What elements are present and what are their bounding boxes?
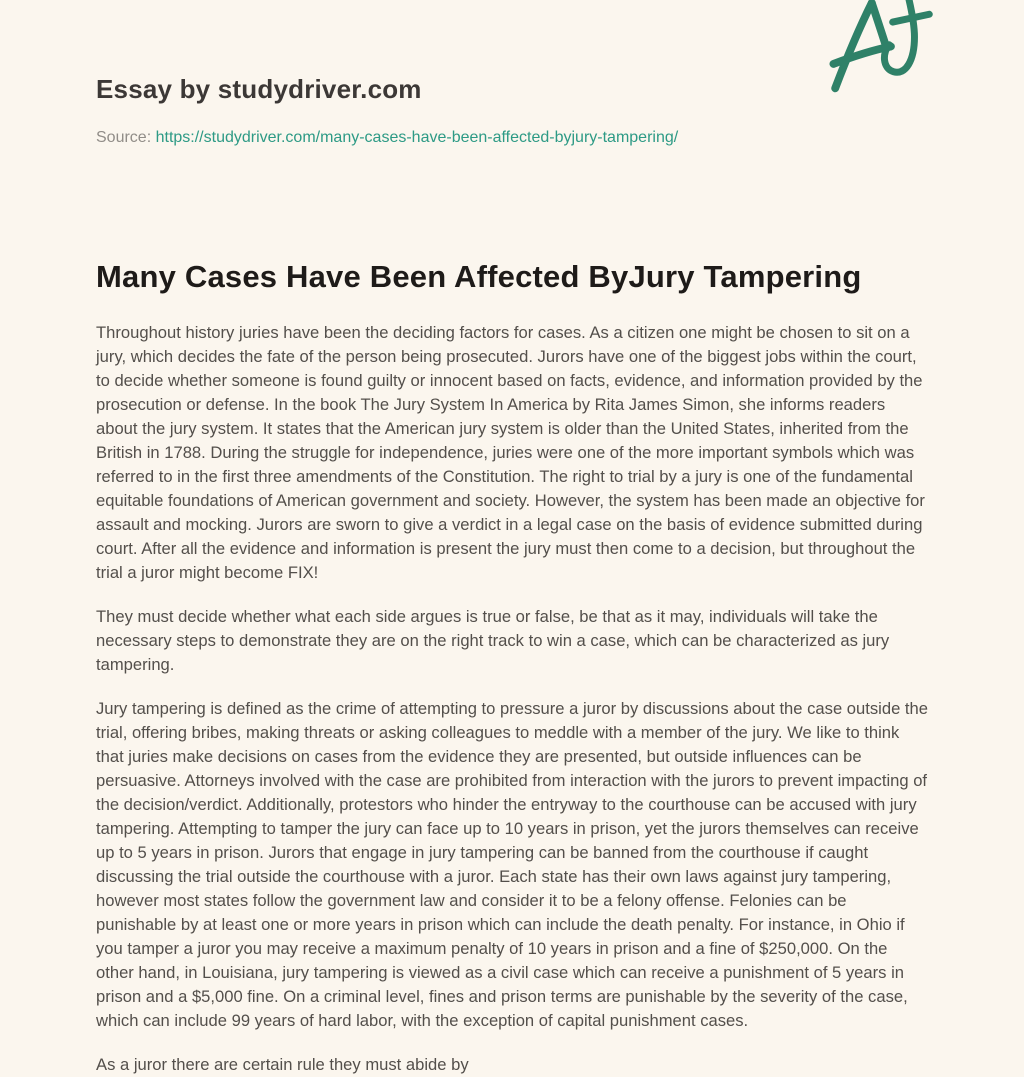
source-line [96, 129, 928, 147]
a-plus-logo-icon [816, 0, 938, 96]
source-link[interactable]: https://studydriver.com/many-cases-have-been-affected-byjury-tampering/ [155, 129, 679, 146]
essay-paragraph: As a juror there are certain rule they must abide by [96, 1055, 469, 1074]
essay-paragraph: Jury tampering is defined as the crime of attempting to pressure a juror by discussions about the case outside the trial, offering bribes, making threats or asking colleagues to meddle with a member of the jury. We like to think that juries make decisions on cases from the evidence they are presented, but outside influences can be persuasive. Attorneys involved with the case are prohibited from interaction with the jurors to prevent impacting of the decision/verdict. Additionally, protestors who hinder the entryway to the courthouse can be accused with jury tampering. Attempting to tamper the jury can face up to 10 years in prison, yet the jurors themselves can receive up to 5 years in prison. Jurors that engage in jury tampering can be banned from the courthouse if caught discussing the trial outside the courthouse with a juror. Each state has their own laws against jury tampering, however most states follow the government law and consider it to be a felony offense. Felonies can be punishable by at least one or more years in prison which can include the death penalty. For instance, in Ohio if you tamper a juror you may receive a maximum penalty of 10 years in prison and a fine of $250,000. On the other hand, in Louisiana, jury tampering is viewed as a civil case which can receive a punishment of 5 years in prison and a $5,000 fine. On a criminal level, fines and prison terms are punishable by the severity of the case, which can include 99 years of hard labor, with the exception of capital punishment cases. [96, 699, 928, 1030]
essay-paragraph: Throughout history juries have been the deciding factors for cases. As a citizen one might be chosen to sit on a jury, which decides the fate of the person being prosecuted. Jurors have one of the biggest jobs within the court, to decide whether someone is found guilty or innocent based on facts, evidence, and information provided by the prosecution or defense. In the book The Jury System In America by Rita James Simon, she informs readers about the jury system. It states that the American jury system is older than the United States, inherited from the British in 1788. During the struggle for independence, juries were one of the more important symbols which was referred to in the first three amendments of the Constitution. The right to trial by a jury is one of the fundamental equitable foundations of American government and society. However, the system has been made an objective for assault and mocking. Jurors are sworn to give a verdict in a legal case on the basis of evidence submitted during court. After all the evidence and information is present the jury must then come to a decision, but throughout the trial a juror might become FIX! [96, 323, 925, 582]
essay-article [96, 259, 928, 1077]
essay-header [96, 74, 928, 147]
article-title: Many Cases Have Been Affected ByJury Tampering [96, 259, 862, 294]
provider-title: Essay by studydriver.com [96, 74, 422, 104]
source-label: Source: [96, 129, 152, 146]
page-container [96, 0, 928, 1077]
essay-paragraph: They must decide whether what each side argues is true or false, be that as it may, individuals will take the necessary steps to demonstrate they are on the right track to win a case, which can be characterized as jury tampering. [96, 607, 890, 674]
essay-body [96, 321, 928, 1077]
